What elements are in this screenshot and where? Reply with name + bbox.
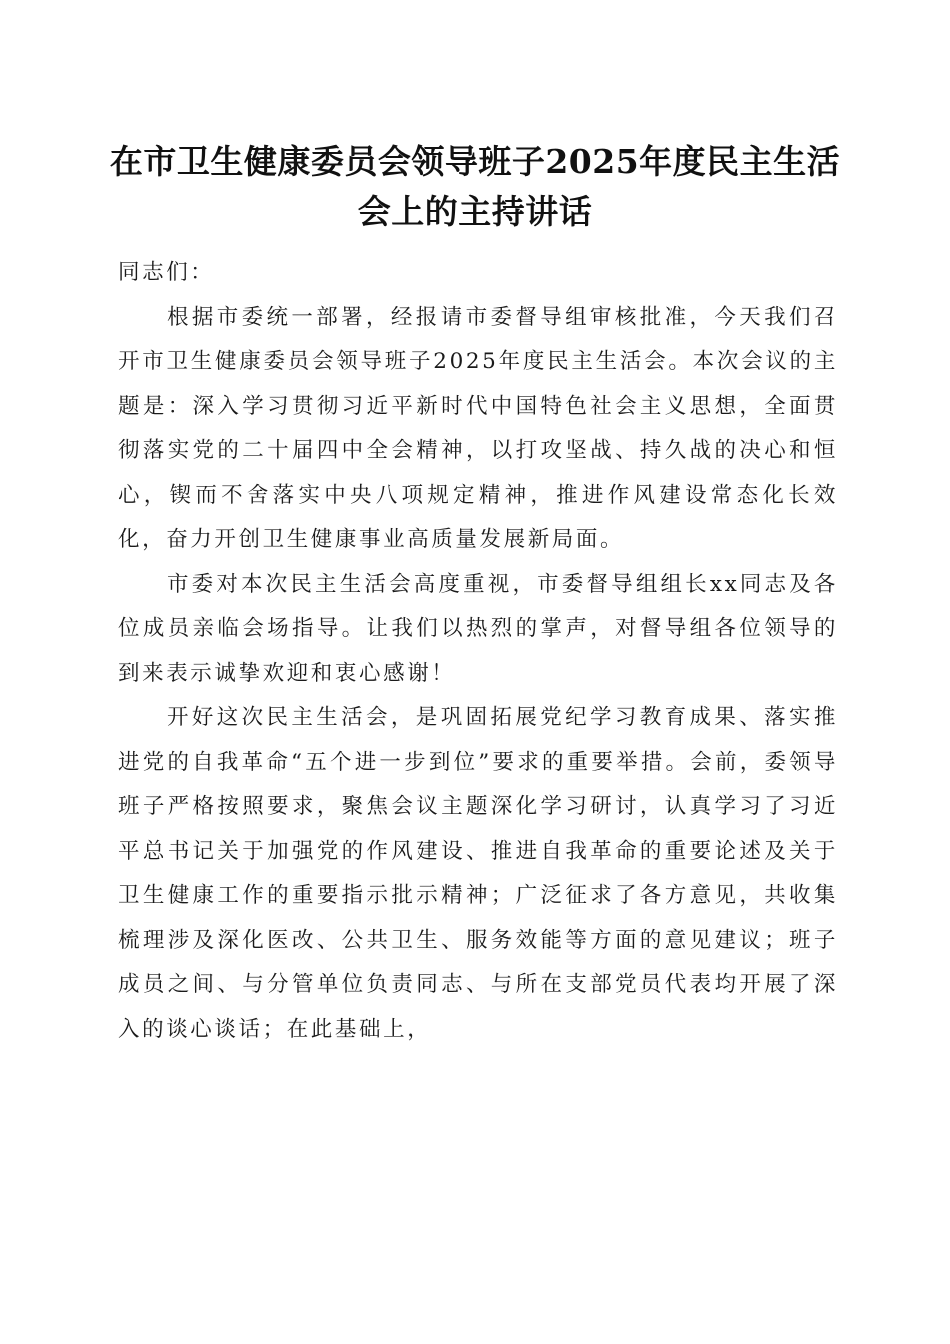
- paragraph-3: 开好这次民主生活会，是巩固拓展党纪学习教育成果、落实推进党的自我革命“五个进一步到位”要求的重要举措。会前，委领导班子严格按照要求，聚焦会议主题深化学习研讨，认真学习了习近平总书记关于加强党的作风建设、推进自我革命的重要论述及关于卫生健康工作的重要指示批示精神；广泛征求了各方意见，共收集梳理涉及深化医改、公共卫生、服务效能等方面的意见建议；班子成员之间、与分管单位负责同志、与所在支部党员代表均开展了深入的谈心谈话；在此基础上，: [118, 705, 838, 1042]
- paragraph-2: 市委对本次民主生活会高度重视，市委督导组组长xx同志及各位成员亲临会场指导。让我们以热烈的掌声，对督导组各位领导的到来表示诚挚欢迎和衷心感谢！: [118, 571, 838, 686]
- document-title: 在市卫生健康委员会领导班子2025年度民主生活会上的主持讲话: [109, 142, 841, 231]
- document-body: [118, 251, 838, 1052]
- salutation: 同志们：: [118, 260, 215, 285]
- paragraph-1: 根据市委统一部署，经报请市委督导组审核批准，今天我们召开市卫生健康委员会领导班子2025年度民主生活会。本次会议的主题是：深入学习贯彻习近平新时代中国特色社会主义思想，全面贯彻落实党的二十届四中全会精神，以打攻坚战、持久战的决心和恒心，锲而不舍落实中央八项规定精神，推进作风建设常态化长效化，奋力开创卫生健康事业高质量发展新局面。: [118, 304, 838, 552]
